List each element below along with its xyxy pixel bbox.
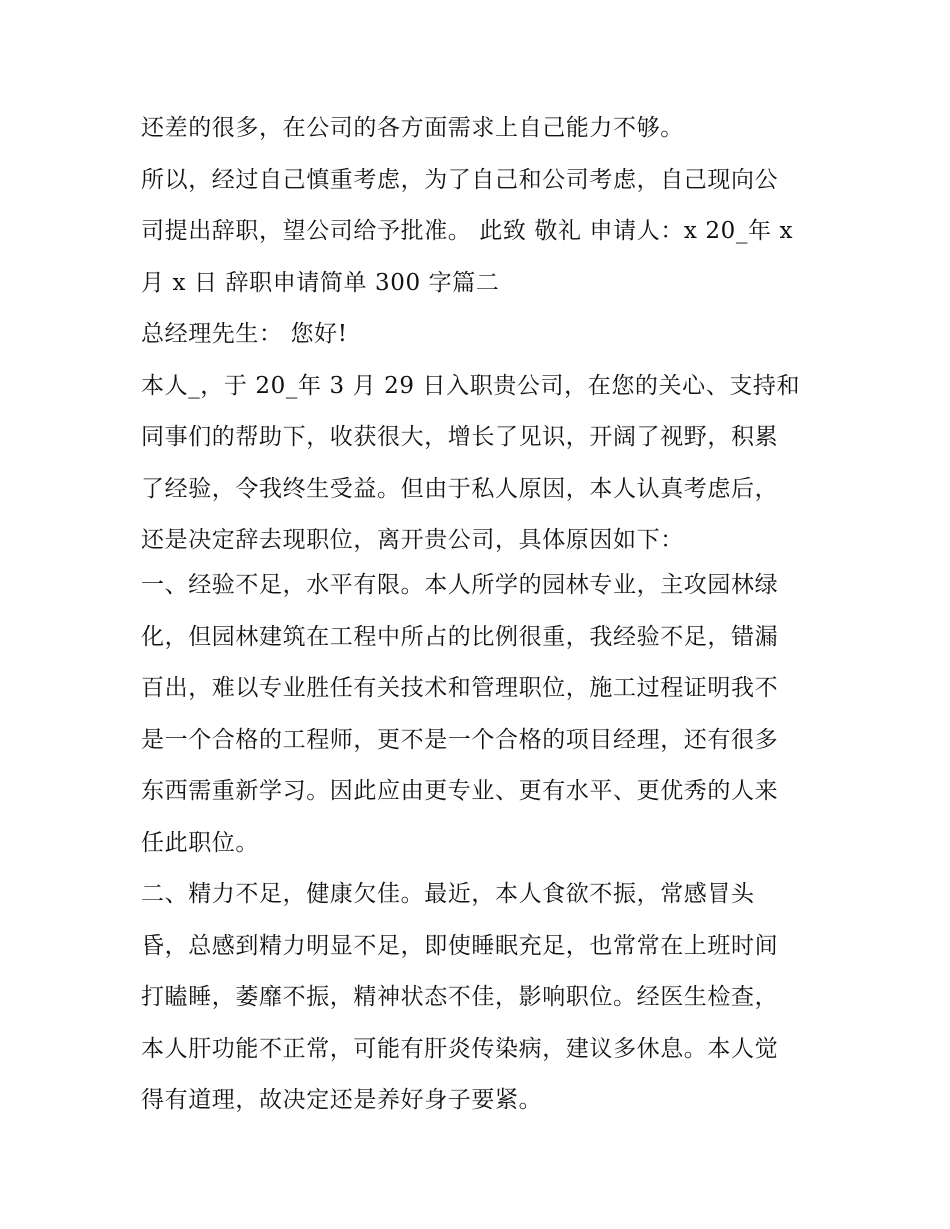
- text-line: 司提出辞职，望公司给予批准。 此致 敬礼 申请人：x 20_年 x: [141, 218, 794, 244]
- text-line: 化，但园林建筑在工程中所占的比例很重，我经验不足，错漏: [141, 624, 779, 650]
- text-line: 月 x 日 辞职申请简单 300 字篇二: [141, 270, 500, 296]
- text-line: 同事们的帮助下，收获很大，增长了见识，开阔了视野，积累: [141, 424, 779, 450]
- text-line: 总经理先生： 您好!: [141, 321, 348, 347]
- text-line: 任此职位。: [141, 830, 259, 856]
- text-line: 还差的很多，在公司的各方面需求上自己能力不够。: [141, 115, 684, 141]
- text-line: 是一个合格的工程师，更不是一个合格的项目经理，还有很多: [141, 727, 779, 753]
- text-line: 东西需重新学习。因此应由更专业、更有水平、更优秀的人来: [141, 778, 779, 804]
- text-line: 了经验，令我终生受益。但由于私人原因，本人认真考虑后，: [141, 476, 779, 502]
- text-line: 还是决定辞去现职位，离开贵公司，具体原因如下：: [141, 527, 684, 553]
- text-line: 所以，经过自己慎重考虑，为了自己和公司考虑，自己现向公: [141, 167, 779, 193]
- text-line: 百出，难以专业胜任有关技术和管理职位，施工过程证明我不: [141, 675, 779, 701]
- text-line: 昏，总感到精力明显不足，即使睡眠充足，也常常在上班时间: [141, 933, 779, 959]
- text-line: 得有道理，故决定还是养好身子要紧。: [141, 1087, 543, 1113]
- text-line: 本人肝功能不正常，可能有肝炎传染病，建议多休息。本人觉: [141, 1036, 779, 1062]
- text-line: 本人_，于 20_年 3 月 29 日入职贵公司，在您的关心、支持和: [141, 373, 801, 399]
- text-line: 打瞌睡，萎靡不振，精神状态不佳，影响职位。经医生检查，: [141, 984, 779, 1010]
- text-line: 一、经验不足，水平有限。本人所学的园林专业，主攻园林绿: [141, 572, 779, 598]
- text-line: 二、精力不足，健康欠佳。最近，本人食欲不振，常感冒头: [141, 881, 755, 907]
